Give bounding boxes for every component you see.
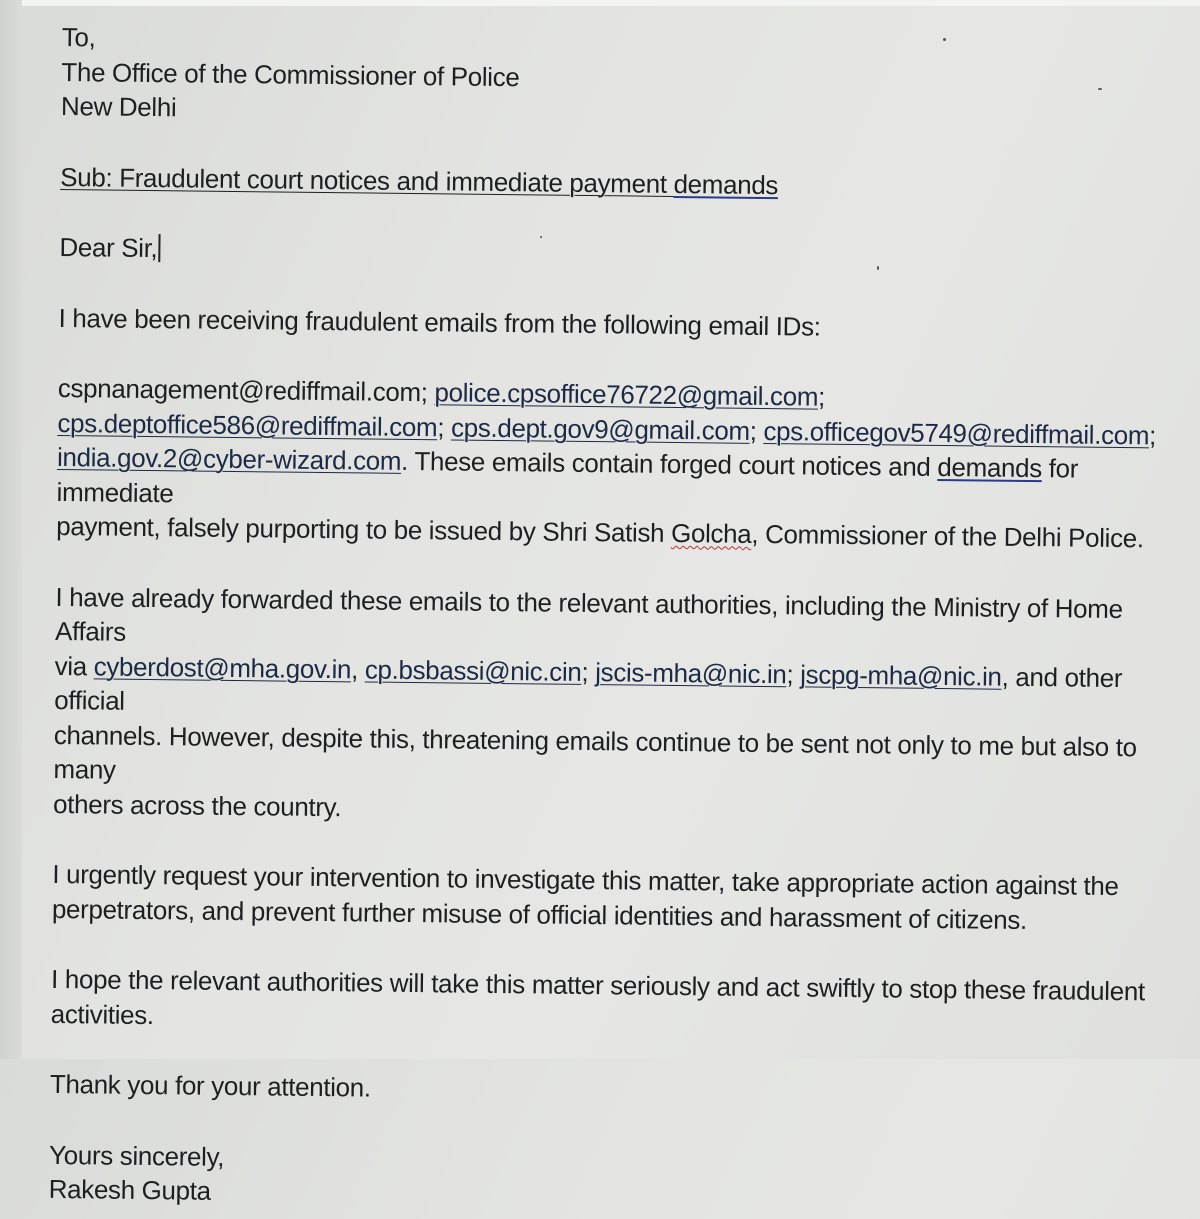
- addressee-line: The Office of the Commissioner of Police: [61, 56, 520, 92]
- paragraph-2-text: , Commissioner of the Delhi Police.: [751, 518, 1144, 554]
- email-link-cyberdost[interactable]: cyberdost@mha.gov.in: [93, 650, 352, 684]
- paragraph-3-line-3: channels. However, despite this, threatening emails continue to be sent not only to me but also to many: [53, 719, 1137, 785]
- separator: ;: [437, 411, 452, 442]
- paragraph-5-line-1: I hope the relevant authorities will take this matter seriously and act swiftly to stop these fraudulent: [50, 963, 1145, 1007]
- paragraph-4-line-1: I urgently request your intervention to investigate this matter, take appropriate action against the: [52, 858, 1119, 902]
- subject-last-word: demands: [673, 168, 779, 200]
- email-link-5[interactable]: cps.officegov5749@rediffmail.com: [763, 415, 1150, 450]
- paragraph-2-text: payment, falsely purporting to be issued by Shri Satish: [56, 510, 672, 548]
- email-link-jscis[interactable]: jscis-mha@nic.in: [595, 656, 787, 689]
- separator: ;: [786, 658, 801, 689]
- paragraph-3-line-4: others across the country.: [52, 788, 342, 822]
- paragraph-2-text: . These emails contain forged court notices and: [400, 445, 938, 482]
- paragraph-2-text: for immediate: [56, 453, 1079, 508]
- paper-top-edge: [0, 0, 1200, 6]
- separator: ;: [817, 381, 826, 412]
- subject-text: Sub: Fraudulent court notices and immediate payment: [60, 161, 674, 199]
- signature-line: Rakesh Gupta: [48, 1173, 211, 1206]
- email-list-line-3: [56, 440, 1182, 522]
- paragraph-1: I have been receiving fraudulent emails from the following email IDs:: [58, 302, 821, 342]
- email-link-bsbassi[interactable]: cp.bsbassi@nic.cin: [364, 653, 582, 687]
- separator: ;: [749, 415, 764, 446]
- paragraph-4-line-2: perpetrators, and prevent further misuse of official identities and harassment of citizens.: [51, 893, 1027, 935]
- to-line: To,: [61, 21, 96, 53]
- golcha-spellcheck-word: Golcha: [670, 517, 752, 549]
- email-link-jscpg[interactable]: jscpg-mha@nic.in: [800, 658, 1002, 692]
- city-line: New Delhi: [60, 90, 177, 123]
- email-link-4[interactable]: cps.dept.gov9@gmail.com: [450, 411, 750, 446]
- demands-word: demands: [937, 451, 1043, 484]
- letter-body: [49, 20, 1187, 1219]
- paragraph-3-line-1: I have already forwarded these emails to the relevant authorities, including the Ministry of Home Affairs: [54, 581, 1123, 647]
- paragraph-3-text: , and other official: [54, 661, 1123, 716]
- separator: ;: [581, 656, 596, 687]
- text-cursor: [158, 234, 160, 262]
- email-link-3[interactable]: cps.deptoffice586@rediffmail.com: [57, 407, 438, 442]
- thanks-line: Thank you for your attention.: [49, 1068, 371, 1103]
- paragraph-3-line-2: [54, 648, 1180, 730]
- separator: ;: [1148, 419, 1157, 450]
- paper-left-shadow: [0, 0, 22, 1059]
- email-link-6[interactable]: india.gov.2@cyber-wizard.com: [56, 441, 402, 476]
- paragraph-5-line-2: activities.: [50, 998, 154, 1030]
- email-link-2[interactable]: police.cpsoffice76722@gmail.com: [434, 377, 819, 412]
- closing-line: Yours sincerely,: [48, 1139, 225, 1172]
- email-1: cspnanagement@rediffmail.com: [57, 372, 421, 408]
- salutation: Dear Sir,: [59, 231, 158, 264]
- via-text: via: [54, 650, 94, 681]
- separator: ;: [420, 377, 435, 408]
- separator: ,: [350, 653, 366, 684]
